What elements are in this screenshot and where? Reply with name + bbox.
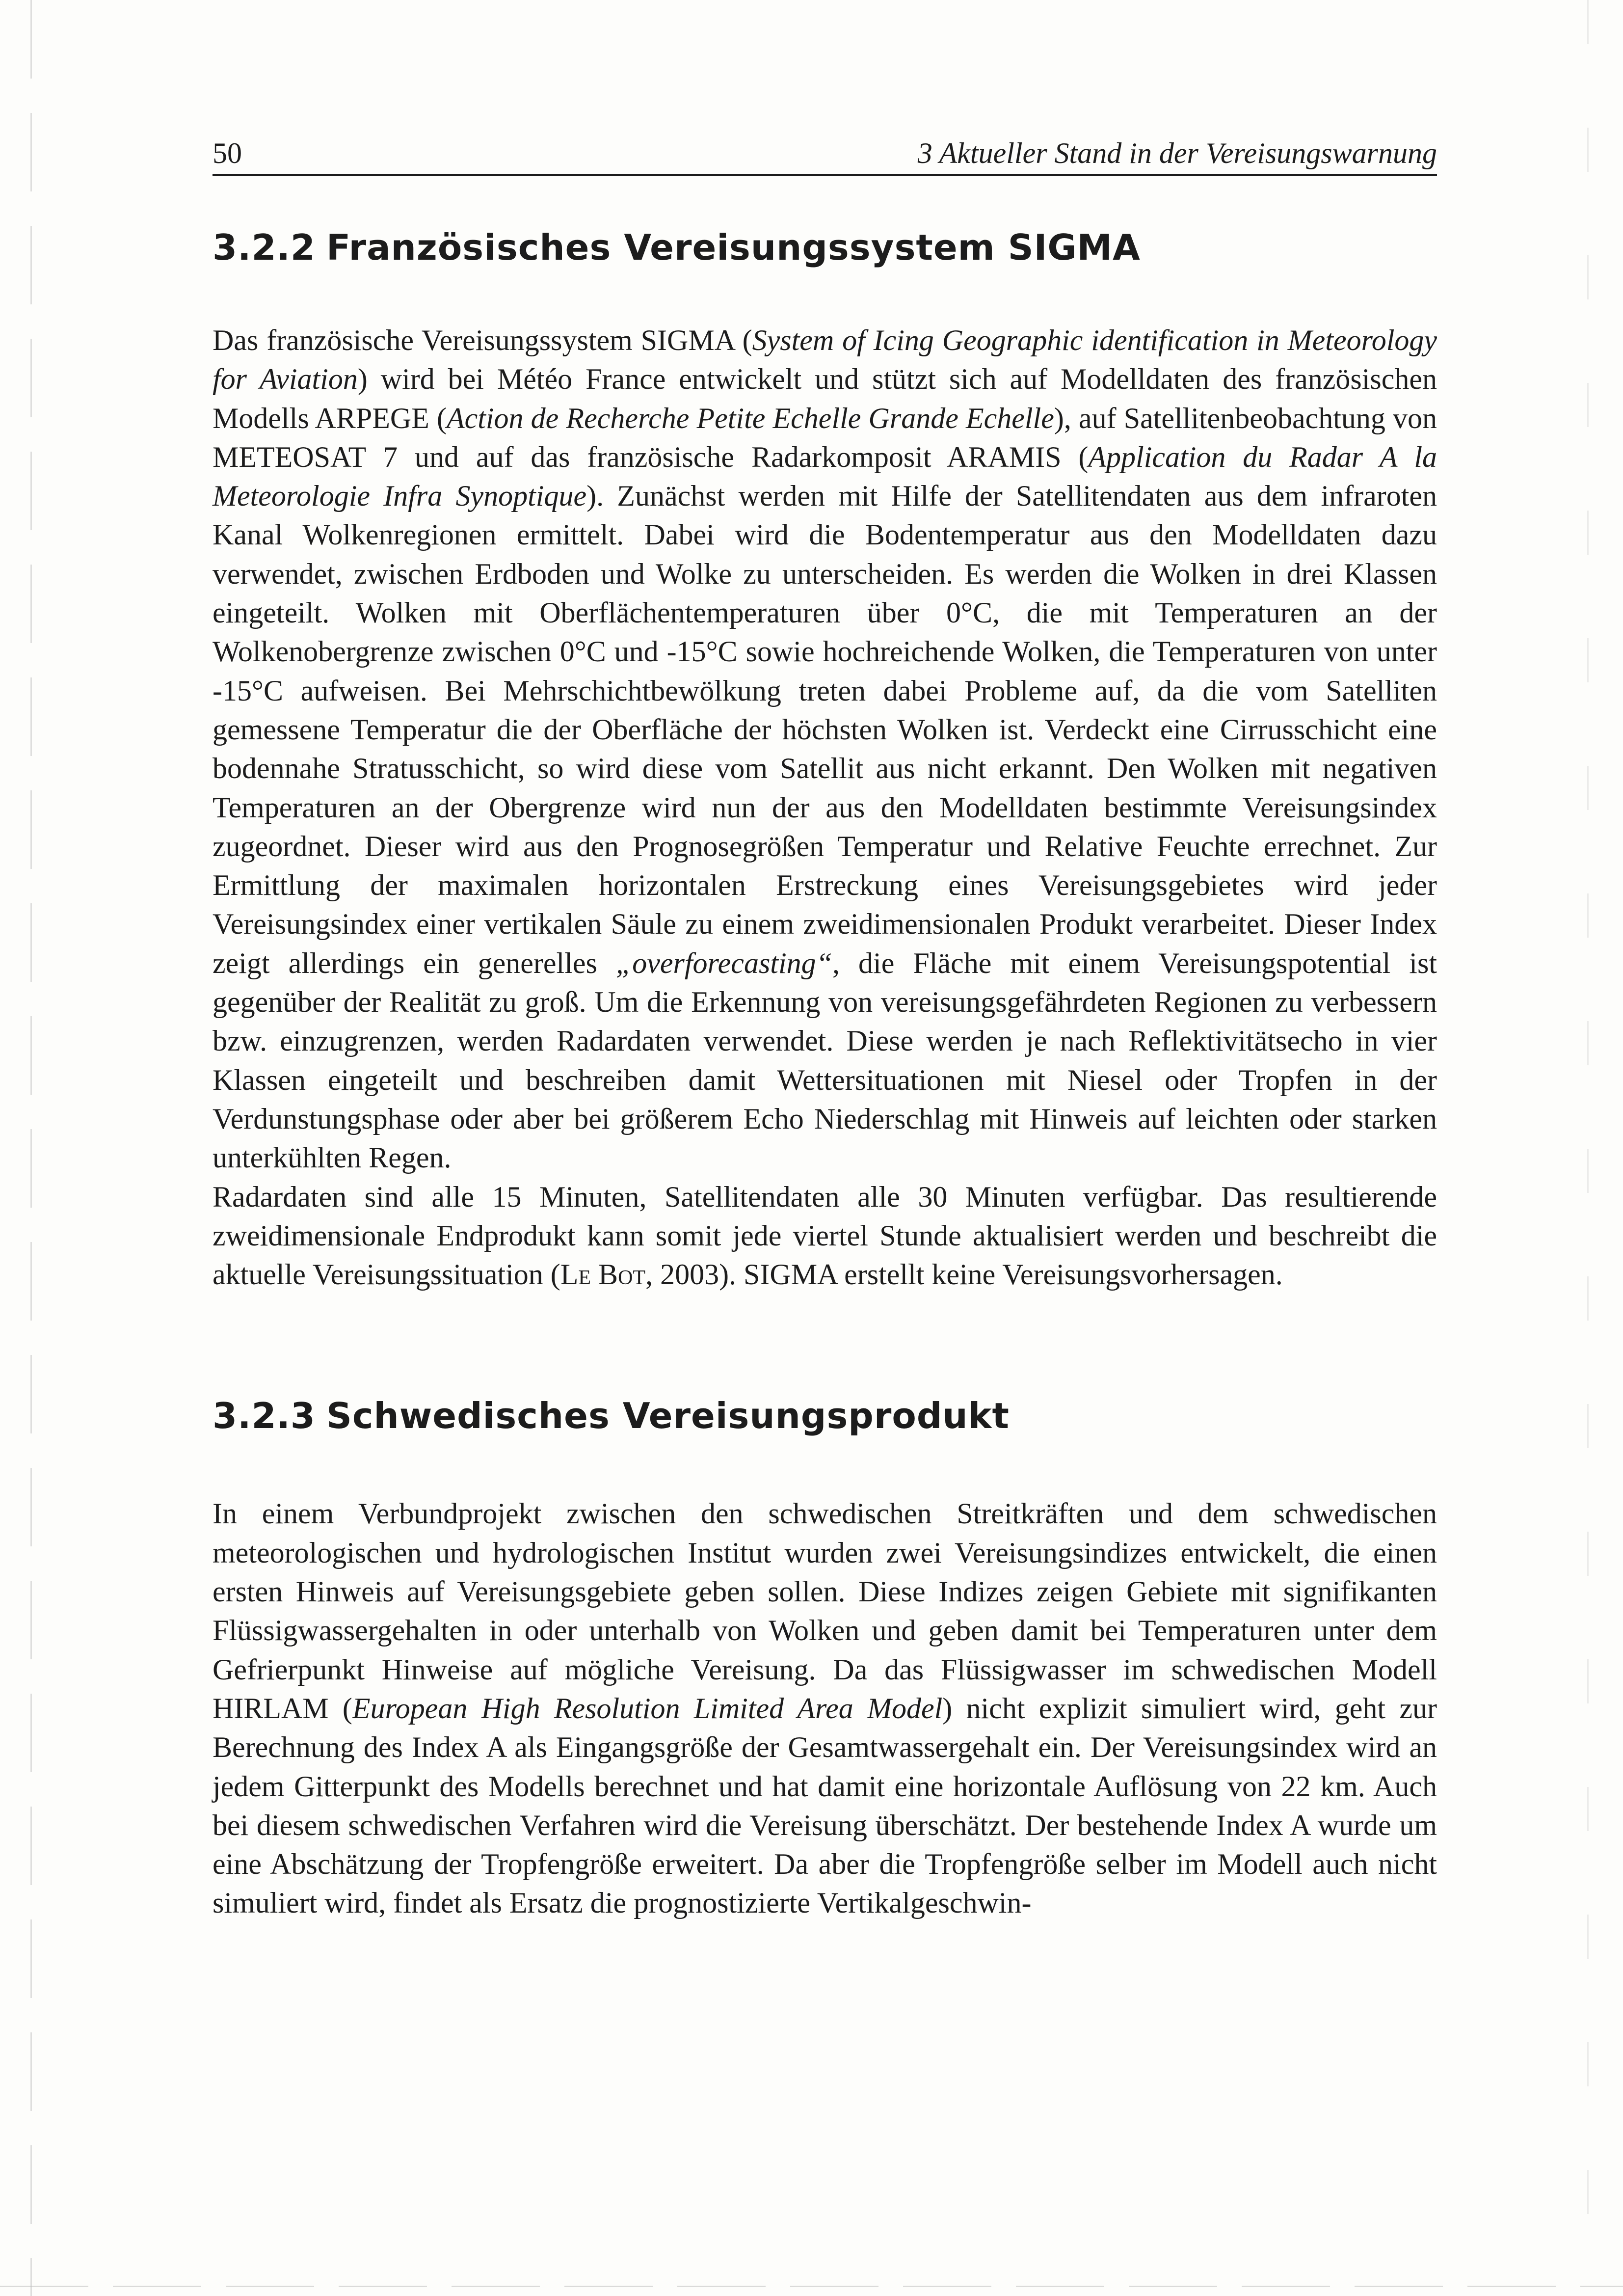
text-run: ) nicht explizit simuliert wird, geht zur Berechnung des Index A als Eingangsgröße der Gesamtwassergehalt ein. Der Vereisungsindex wird an jedem Gitterpunkt des Modells berechnet und hat damit eine horizontale Auflösung von 22 km. Auch bei diesem schwedischen Verfahren wird die Vereisung überschätzt. Der bestehende Index A wurde um eine Abschätzung der Tropfengröße erweitert. Da aber die Tropfengröße selber im Modell auch nicht simuliert wird, findet als Ersatz die prognostizierte Vertikalgeschwin-	[213, 1692, 1437, 1919]
italic-run: Application du Radar A la Meteorologie Infra Synoptique	[213, 440, 1437, 513]
section-title: Schwedisches Vereisungsprodukt	[326, 1395, 1010, 1437]
page-number: 50	[213, 137, 242, 169]
section-heading	[213, 223, 1437, 272]
section-number: 3.2.2	[213, 227, 316, 268]
section-number: 3.2.3	[213, 1395, 316, 1437]
text-run: ), auf Satellitenbeobachtung von METEOSAT 7 und auf das französische Radarkomposit ARAMIS (	[213, 402, 1437, 473]
text-run: , 2003). SIGMA erstellt keine Vereisungsvorhersagen.	[645, 1258, 1283, 1291]
text-run: Radardaten sind alle 15 Minuten, Satellitendaten alle 30 Minuten verfügbar. Das resultierende zweidimensionale Endprodukt kann somit jede viertel Stunde aktualisiert werden und beschreibt die aktuelle Vereisungssituation (	[213, 1180, 1437, 1291]
italic-run: Action de Recherche Petite Echelle Grande Echelle	[446, 402, 1054, 434]
italic-run: System of Icing Geographic identification in Meteorology for Aviation	[213, 324, 1437, 396]
scan-margin-line-right	[1587, 0, 1589, 2296]
section-3-2-2	[213, 223, 1437, 1294]
text-run: In einem Verbundprojekt zwischen den schwedischen Streitkräften und dem schwedischen meteorologischen und hydrologischen Institut wurden zwei Vereisungsindizes entwickelt, die einen ersten Hinweis auf Vereisungsgebiete geben sollen. Diese Indizes zeigen Gebiete mit signifikanten Flüssigwassergehalten in oder unterhalb von Wolken und geben damit bei Temperaturen unter dem Gefrierpunkt Hinweise auf mögliche Vereisung. Da das Flüssigwasser im schwedischen Modell HIRLAM (	[213, 1497, 1437, 1725]
italic-run: „overforecasting“	[615, 946, 832, 979]
italic-run: European High Resolution Limited Area Model	[352, 1692, 943, 1725]
paragraph	[213, 1178, 1437, 1295]
running-header	[213, 133, 1437, 176]
citation-author: Le Bot	[560, 1258, 646, 1291]
scan-margin-line-bottom	[0, 2286, 1623, 2287]
text-run: ). Zunächst werden mit Hilfe der Satellitendaten aus dem infraroten Kanal Wolkenregionen ermittelt. Dabei wird die Bodentemperatur aus den Modelldaten dazu verwendet, zwischen Erdboden und Wolke zu unterscheiden. Es werden die Wolken in drei Klassen eingeteilt. Wolken mit Oberflächentemperaturen über 0°C, die mit Temperaturen an der Wolkenobergrenze zwischen 0°C und -15°C sowie hochreichende Wolken, die Temperaturen von unter -15°C aufweisen. Bei Mehrschichtbewölkung treten dabei Probleme auf, da die vom Satelliten gemessene Temperatur die der Oberfläche der höchsten Wolken ist. Verdeckt eine Cirrusschicht eine bodennahe Stratusschicht, so wird diese vom Satellit aus nicht erkannt. Den Wolken mit negativen Temperaturen an der Obergrenze wird nun der aus den Modelldaten bestimmte Vereisungsindex zugeordnet. Dieser wird aus den Prognosegrößen Temperatur und Relative Feuchte errechnet. Zur Ermittlung der maximalen horizontalen Erstreckung eines Vereisungsgebietes wird jeder Vereisungsindex einer vertikalen Säule zu einem zweidimensionalen Produkt verarbeitet. Dieser Index zeigt allerdings ein generelles	[213, 480, 1437, 979]
section-title: Französisches Vereisungssystem SIGMA	[326, 227, 1141, 268]
text-run: ) wird bei Météo France entwickelt und stützt sich auf Modelldaten des französischen Modells ARPEGE (	[213, 363, 1437, 434]
section-3-2-3	[213, 1391, 1437, 1922]
section-heading	[213, 1391, 1437, 1440]
paragraph	[213, 1494, 1437, 1922]
paragraph	[213, 321, 1437, 1178]
text-run: , die Fläche mit einem Vereisungspotential ist gegenüber der Realität zu groß. Um die Erkennung von vereisungsgefährdeten Regionen zu verbessern bzw. einzugrenzen, werden Radardaten verwendet. Diese werden je nach Reflektivitätsecho in vier Klassen eingeteilt und beschreiben damit Wettersituationen mit Niesel oder Tropfen in der Verdunstungsphase oder aber bei größerem Echo Niederschlag mit Hinweis auf leichten oder starken unterkühlten Regen.	[213, 946, 1437, 1174]
text-run: Das französische Vereisungssystem SIGMA (	[213, 324, 752, 356]
scan-margin-line-left	[30, 0, 32, 2296]
chapter-title: 3 Aktueller Stand in der Vereisungswarnung	[917, 137, 1437, 169]
document-page	[213, 133, 1437, 1923]
